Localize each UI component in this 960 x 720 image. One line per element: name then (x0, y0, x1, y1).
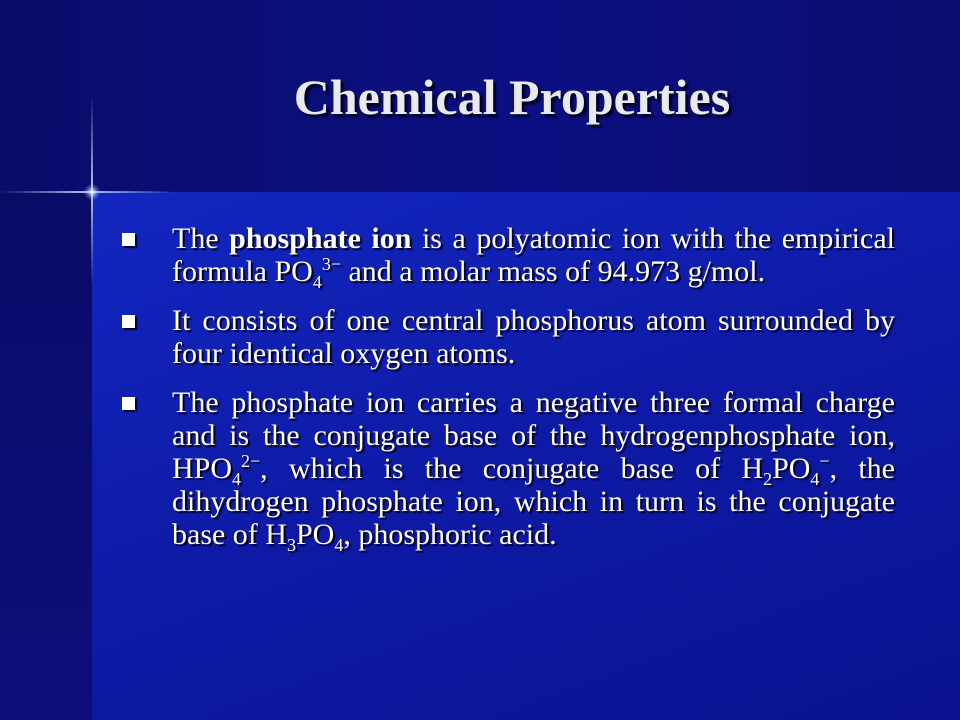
bullet-text: , phosphoric acid. (343, 518, 557, 551)
bullet-text: PO (772, 452, 811, 485)
square-bullet-icon (122, 233, 135, 246)
bullet-text: It consists of one central phosphorus atom surrounded by four identical oxygen atoms. (172, 304, 895, 370)
bullet-item-structure (120, 304, 895, 370)
superscript: 3− (321, 254, 341, 274)
slide-title: Chemical Properties (293, 69, 731, 125)
subscript: 2 (763, 469, 773, 489)
bullet-item-phosphate-definition (120, 222, 895, 292)
superscript: − (819, 451, 830, 471)
square-bullet-icon (122, 397, 135, 410)
bullet-item-charge (120, 386, 895, 555)
bullet-text: The phosphate ion carries a negative three formal charge and is the conjugate base of the hydrogenphosphate ion, HPO (172, 386, 895, 485)
bullet-text: is a polyatomic ion with the empirical formula PO (172, 222, 895, 288)
bullet-text: , which is the conjugate base of H (260, 452, 764, 485)
bullet-text: , the dihydrogen phosphate ion, which in turn is the conjugate base of H (172, 452, 895, 551)
subscript: 4 (334, 535, 344, 555)
superscript: 2− (241, 451, 261, 471)
bullet-list (120, 222, 895, 567)
subscript: 3 (286, 535, 296, 555)
bold-term: phosphate ion (229, 222, 412, 255)
subscript: 4 (312, 272, 322, 292)
bullet-text: PO (295, 518, 335, 551)
subscript: 4 (810, 469, 820, 489)
lens-flare-center (84, 184, 100, 200)
square-bullet-icon (122, 315, 135, 328)
bullet-text: The (172, 222, 230, 255)
subscript: 4 (232, 469, 242, 489)
bullet-text: and a molar mass of 94.973 g/mol. (340, 255, 766, 288)
